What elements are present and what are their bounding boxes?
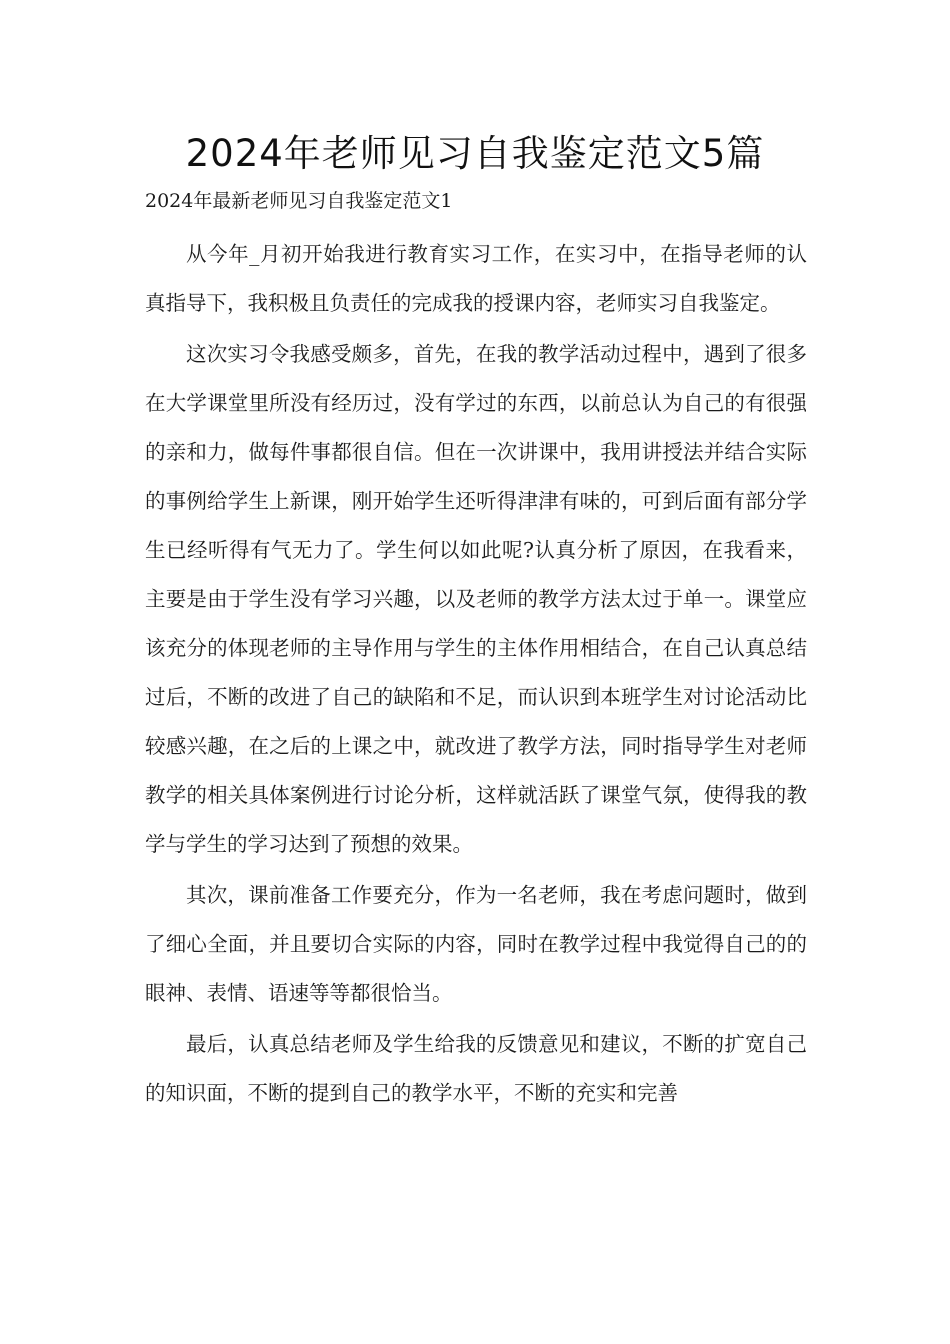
paragraph-1: 从今年_月初开始我进行教育实习工作，在实习中，在指导老师的认真指导下，我积极且负责任的完成我的授课内容，老师实习自我鉴定。 (145, 242, 807, 315)
document-title: 2024年老师见习自我鉴定范文5篇 (185, 132, 765, 175)
paragraph-2: 这次实习令我感受颇多，首先，在我的教学活动过程中，遇到了很多在大学课堂里所没有经历过，没有学过的东西，以前总认为自己的有很强的亲和力，做每件事都很自信。但在一次讲课中，我用讲授法并结合实际的事例给学生上新课，刚开始学生还听得津津有味的，可到后面有部分学生已经听得有气无力了。学生何以如此呢?认真分析了原因，在我看来，主要是由于学生没有学习兴趣，以及老师的教学方法太过于单一。课堂应该充分的体现老师的主导作用与学生的主体作用相结合，在自己认真总结过后，不断的改进了自己的缺陷和不足，而认识到本班学生对讨论活动比较感兴趣，在之后的上课之中，就改进了教学方法，同时指导学生对老师教学的相关具体案例进行讨论分析，这样就活跃了课堂气氛，使得我的教学与学生的学习达到了预想的效果。 (145, 342, 807, 856)
paragraph-3: 其次，课前准备工作要充分，作为一名老师，我在考虑问题时，做到了细心全面，并且要切合实际的内容，同时在教学过程中我觉得自己的的眼神、表情、语速等等都很恰当。 (145, 883, 807, 1005)
document-subtitle: 2024年最新老师见习自我鉴定范文1 (145, 190, 453, 212)
document-body (145, 230, 807, 1120)
paragraph-4: 最后，认真总结老师及学生给我的反馈意见和建议，不断的扩宽自己的知识面，不断的提到自己的教学水平，不断的充实和完善 (145, 1032, 807, 1105)
